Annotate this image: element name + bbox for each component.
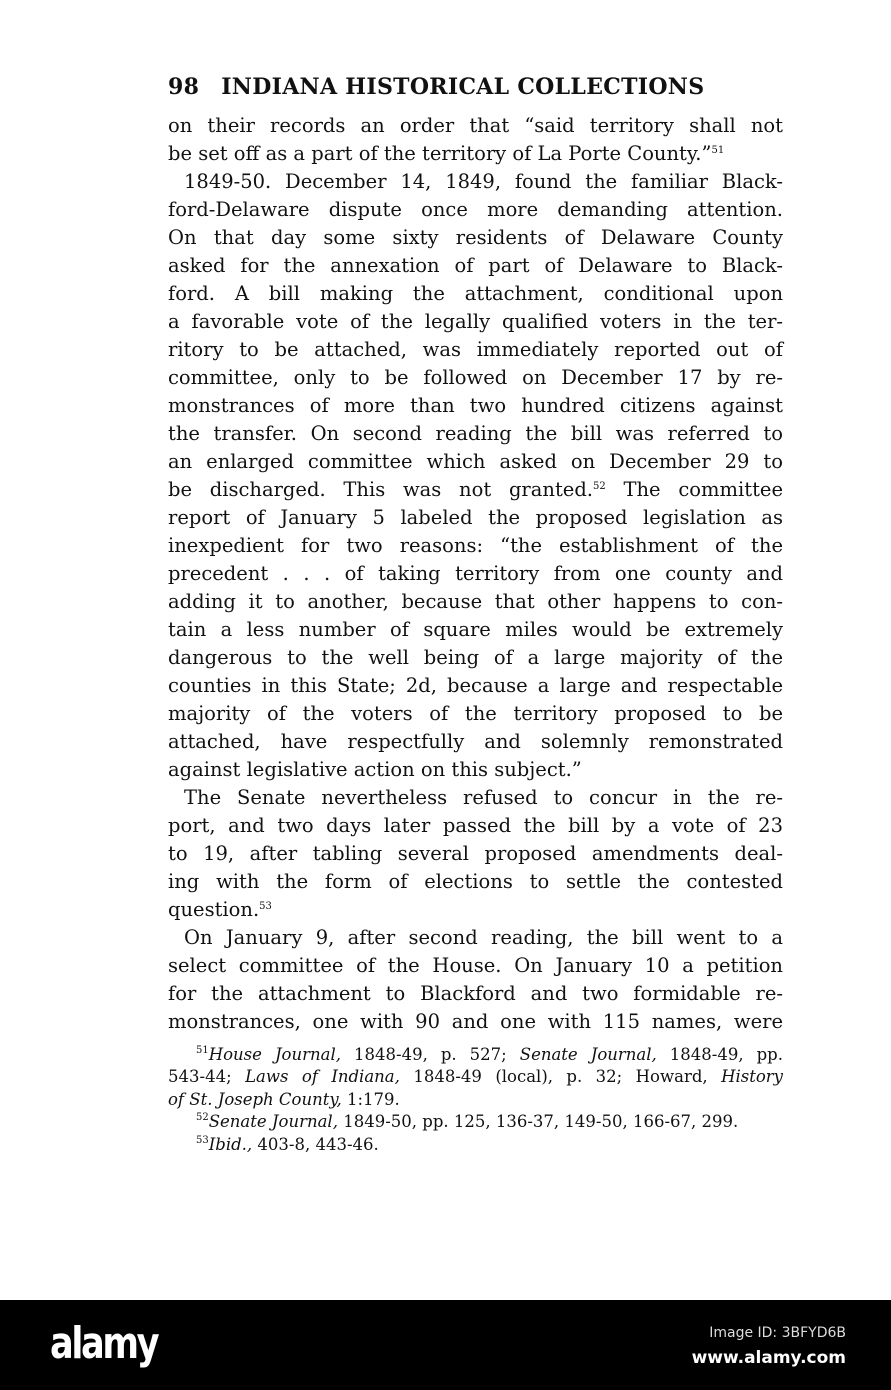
text-line	[168, 896, 783, 924]
footnote-line	[168, 1134, 783, 1156]
footnote-text: 1849-50, pp. 125, 136-37, 149-50, 166-67, 299.	[337, 1112, 739, 1132]
line-text: ing with the form of elections to settle the contested	[168, 870, 783, 893]
text-line	[168, 420, 783, 448]
footnote-text: 1848-49, p. 527;	[341, 1045, 520, 1064]
line-text: ford. A bill making the attachment, conditional upon	[168, 282, 783, 305]
line-text: be discharged. This was not granted.	[168, 478, 593, 501]
line-text: select committee of the House. On January 10 a petition	[168, 954, 783, 977]
footnote-line	[168, 1111, 783, 1133]
text-line	[168, 980, 783, 1008]
text-line	[168, 952, 783, 980]
line-text: for the attachment to Blackford and two formidable re-	[168, 982, 783, 1005]
line-text: to 19, after tabling several proposed amendments deal-	[168, 842, 783, 865]
text-line	[168, 364, 783, 392]
footnote-text: 1848-49 (local), p. 32; Howard,	[399, 1067, 722, 1087]
line-text: the transfer. On second reading the bill was referred to	[168, 422, 783, 445]
footnote-ref: 52	[593, 481, 606, 492]
footnote-text: Senate Journal,	[208, 1112, 338, 1132]
running-header	[168, 74, 728, 100]
footnote-line	[168, 1044, 783, 1066]
footnote-line	[168, 1066, 783, 1088]
footnote-text: 543-44;	[168, 1067, 246, 1087]
text-line	[168, 336, 783, 364]
footnote-text: 1848-49, pp.	[656, 1045, 783, 1064]
line-text: a favorable vote of the legally qualified voters in the ter-	[168, 310, 783, 333]
line-text: The Senate nevertheless refused to concur in the re-	[184, 786, 783, 809]
line-text: precedent . . . of taking territory from one county and	[168, 562, 783, 585]
line-text: 1849-50. December 14, 1849, found the familiar Black-	[184, 170, 783, 193]
line-text: asked for the annexation of part of Delaware to Black-	[168, 254, 783, 277]
footnote-text: History	[721, 1067, 783, 1087]
text-line	[168, 112, 783, 140]
line-text: On that day some sixty residents of Delaware County	[168, 226, 783, 249]
line-text: On January 9, after second reading, the bill went to a	[184, 926, 783, 949]
line-text: attached, have respectfully and solemnly remonstrated	[168, 730, 783, 753]
footnotes	[168, 1044, 783, 1156]
line-text: dangerous to the well being of a large majority of the	[168, 646, 783, 669]
footnote-number: 51	[196, 1045, 209, 1056]
footnote-text: Senate Journal,	[519, 1045, 657, 1064]
text-line	[168, 868, 783, 896]
line-text: counties in this State; 2d, because a large and respectable	[168, 674, 783, 697]
text-line	[168, 840, 783, 868]
line-text: The committee	[605, 478, 783, 501]
line-text: majority of the voters of the territory proposed to be	[168, 702, 783, 725]
line-text: monstrances of more than two hundred citizens against	[168, 394, 783, 417]
text-line	[168, 140, 783, 168]
footnote-ref: 51	[711, 145, 725, 156]
page-number: 98	[168, 74, 200, 100]
footnote-text: of St. Joseph County,	[168, 1089, 342, 1109]
text-line	[168, 644, 783, 672]
line-text: report of January 5 labeled the proposed legislation as	[168, 506, 783, 529]
line-text: adding it to another, because that other happens to con-	[168, 590, 783, 613]
text-line	[168, 252, 783, 280]
text-line	[168, 728, 783, 756]
line-text: tain a less number of square miles would be extremely	[168, 618, 783, 641]
line-text: against legislative action on this subject.”	[168, 758, 582, 781]
footnote-number: 53	[196, 1134, 209, 1146]
line-text: ford-Delaware dispute once more demanding attention.	[168, 198, 783, 221]
text-line	[168, 448, 783, 476]
footnote-text: Laws of Indiana,	[245, 1067, 400, 1087]
line-text: on their records an order that “said territory shall not	[168, 114, 783, 137]
footnote-number: 52	[196, 1112, 209, 1124]
text-line	[168, 392, 783, 420]
watermark-url: www.alamy.com	[691, 1348, 846, 1368]
text-line	[168, 812, 783, 840]
line-text: inexpedient for two reasons: “the establishment of the	[168, 534, 783, 557]
text-line	[168, 588, 783, 616]
running-title: INDIANA HISTORICAL COLLECTIONS	[221, 74, 705, 100]
line-text: port, and two days later passed the bill by a vote of 23	[168, 814, 783, 837]
footnote-line	[168, 1089, 783, 1111]
text-line	[168, 616, 783, 644]
footnote-text: House Journal,	[208, 1045, 341, 1064]
line-text: ritory to be attached, was immediately reported out of	[168, 338, 783, 361]
text-line	[168, 504, 783, 532]
text-line	[168, 560, 783, 588]
text-line	[168, 168, 783, 196]
text-line	[168, 784, 783, 812]
footnote-text: Ibid.,	[208, 1134, 253, 1154]
footnote-text: 403-8, 443-46.	[252, 1134, 379, 1154]
line-text: an enlarged committee which asked on December 29 to	[168, 450, 783, 473]
footnote-ref: 53	[259, 901, 272, 912]
footnote-text: 1:179.	[341, 1089, 400, 1109]
line-text: monstrances, one with 90 and one with 115 names, were	[168, 1010, 783, 1033]
line-text: committee, only to be followed on December 17 by re-	[168, 366, 783, 389]
text-line	[168, 532, 783, 560]
watermark-banner	[0, 1300, 891, 1390]
text-line	[168, 924, 783, 952]
text-line	[168, 476, 783, 504]
text-line	[168, 756, 783, 784]
text-line	[168, 1008, 783, 1036]
text-line	[168, 224, 783, 252]
alamy-logo: alamy	[50, 1318, 158, 1369]
body-text	[168, 112, 783, 1036]
image-id: Image ID: 3BFYD6B	[709, 1325, 846, 1341]
text-line	[168, 280, 783, 308]
text-line	[168, 700, 783, 728]
text-line	[168, 196, 783, 224]
text-line	[168, 308, 783, 336]
text-line	[168, 672, 783, 700]
line-text: be set off as a part of the territory of La Porte County.”	[168, 142, 712, 165]
line-text: question.	[168, 898, 260, 921]
